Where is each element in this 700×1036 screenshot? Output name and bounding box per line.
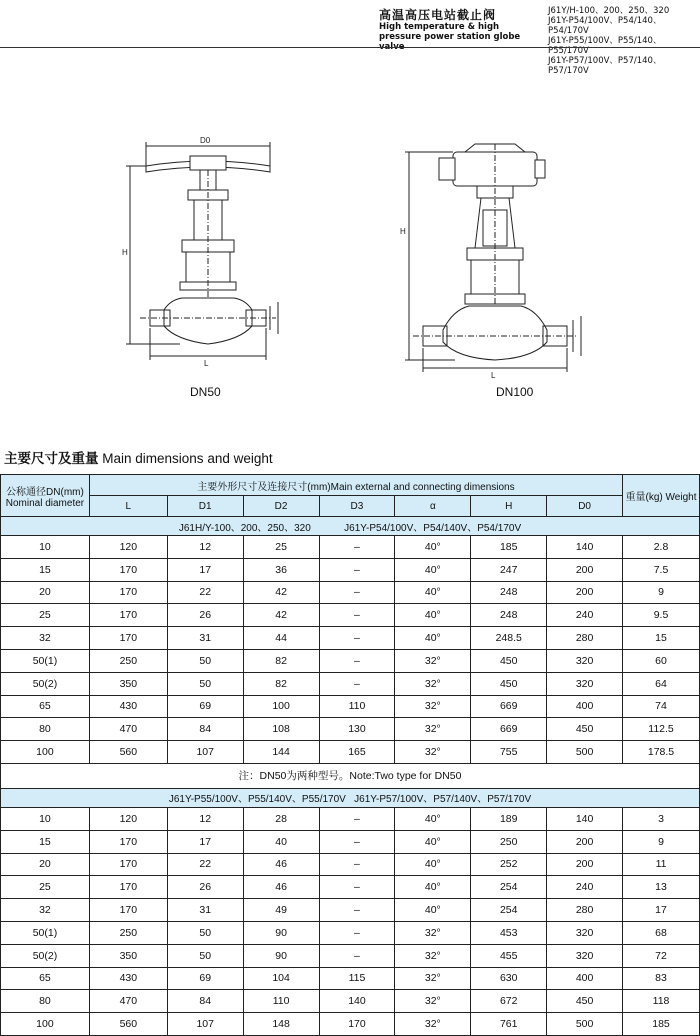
table-cell: 9.5 (623, 604, 700, 627)
h-label: H (400, 227, 406, 236)
table-row (1, 695, 700, 718)
table-cell: 248 (471, 604, 547, 627)
table-cell: 15 (623, 627, 700, 650)
table-cell: 26 (167, 876, 243, 899)
weight-header: 重量(kg) Weight (623, 475, 700, 517)
table-cell: 761 (471, 1013, 547, 1036)
model-list (548, 6, 700, 76)
table-cell: 74 (623, 695, 700, 718)
table-cell: 32° (395, 921, 471, 944)
table-cell: 247 (471, 558, 547, 581)
table-cell: 250 (89, 921, 167, 944)
table-cell: 120 (89, 536, 167, 559)
table-cell: 100 (243, 695, 319, 718)
table-cell: 50 (167, 921, 243, 944)
table-cell: 65 (1, 695, 90, 718)
table-cell: 22 (167, 853, 243, 876)
table-row (1, 672, 700, 695)
table-cell: 107 (167, 741, 243, 764)
table-cell: 50(1) (1, 921, 90, 944)
table-cell: 49 (243, 899, 319, 922)
table-cell: 455 (471, 944, 547, 967)
table-cell: – (319, 536, 395, 559)
model-line: J61Y-P55/100V、P55/140、P55/170V (548, 36, 662, 56)
table-cell: 470 (89, 990, 167, 1013)
table-cell: 32 (1, 899, 90, 922)
table-cell: 280 (547, 899, 623, 922)
table-cell: 170 (89, 627, 167, 650)
table-cell: 32° (395, 649, 471, 672)
table-row (1, 741, 700, 764)
table-cell: 20 (1, 853, 90, 876)
table-cell: 40° (395, 558, 471, 581)
table-cell: 31 (167, 899, 243, 922)
table-row (1, 921, 700, 944)
table-cell: 400 (547, 967, 623, 990)
table-cell: 25 (1, 604, 90, 627)
table-cell: 80 (1, 990, 90, 1013)
l-label: L (491, 371, 496, 380)
table-cell: 13 (623, 876, 700, 899)
table-cell: 32° (395, 990, 471, 1013)
table-cell: 60 (623, 649, 700, 672)
table-cell: 40° (395, 830, 471, 853)
table-cell: 107 (167, 1013, 243, 1036)
table-cell: – (319, 853, 395, 876)
model-line: J61Y/H-100、200、250、320 (548, 6, 670, 16)
table-cell: 40 (243, 830, 319, 853)
table-cell: 148 (243, 1013, 319, 1036)
table-cell: – (319, 944, 395, 967)
table-cell: – (319, 899, 395, 922)
l-label: L (204, 359, 209, 368)
table-cell: 320 (547, 921, 623, 944)
table-cell: 68 (623, 921, 700, 944)
table-cell: 140 (547, 807, 623, 830)
table-cell: 65 (1, 967, 90, 990)
table-cell: 200 (547, 581, 623, 604)
table-cell: 170 (89, 581, 167, 604)
table-cell: 170 (89, 830, 167, 853)
table-cell: 32 (1, 627, 90, 650)
table-cell: 31 (167, 627, 243, 650)
table-cell: 2.8 (623, 536, 700, 559)
table-cell: – (319, 558, 395, 581)
catalog-title-cn: 高温高压电站截止阀 (379, 8, 497, 22)
table-cell: 165 (319, 741, 395, 764)
table-cell: 254 (471, 876, 547, 899)
table-cell: 254 (471, 899, 547, 922)
table-cell: 40° (395, 581, 471, 604)
table-cell: 350 (89, 944, 167, 967)
table-cell: 50 (167, 649, 243, 672)
table-cell: 20 (1, 581, 90, 604)
table-row (1, 581, 700, 604)
table-cell: 450 (547, 990, 623, 1013)
dn50-valve-drawing (120, 130, 300, 370)
table-cell: 450 (547, 718, 623, 741)
table-row (1, 536, 700, 559)
table-cell: 28 (243, 807, 319, 830)
dimensions-header: 主要外形尺寸及连接尺寸(mm)Main external and connecting dimensions (89, 475, 622, 496)
table-cell: 672 (471, 990, 547, 1013)
table-cell: 32° (395, 741, 471, 764)
table-cell: 72 (623, 944, 700, 967)
table-cell: 350 (89, 672, 167, 695)
table-row (1, 830, 700, 853)
table-cell: 170 (319, 1013, 395, 1036)
table-cell: 10 (1, 536, 90, 559)
table-cell: 252 (471, 853, 547, 876)
table-cell: – (319, 921, 395, 944)
column-header: L (89, 496, 167, 517)
table-cell: 104 (243, 967, 319, 990)
section-title-cn: 主要尺寸及重量 (4, 451, 99, 467)
table-cell: 144 (243, 741, 319, 764)
group-2-header: J61Y-P55/100V、P55/140V、P55/170V J61Y-P57/100V、P57/140V、P57/170V (1, 788, 700, 807)
table-cell: 25 (243, 536, 319, 559)
table-cell: 170 (89, 604, 167, 627)
table-cell: 200 (547, 853, 623, 876)
table-cell: 450 (471, 649, 547, 672)
h-label: H (122, 248, 128, 257)
table-cell: 9 (623, 830, 700, 853)
table-cell: 40° (395, 627, 471, 650)
table-cell: 450 (471, 672, 547, 695)
table-row (1, 604, 700, 627)
table-cell: 12 (167, 807, 243, 830)
table-cell: 17 (167, 558, 243, 581)
table-cell: 40° (395, 876, 471, 899)
group-1-header: J61H/Y-100、200、250、320 J61Y-P54/100V、P54/140V、P54/170V (1, 517, 700, 536)
table-cell: 80 (1, 718, 90, 741)
column-header: D3 (319, 496, 395, 517)
table-cell: 15 (1, 830, 90, 853)
table-cell: 36 (243, 558, 319, 581)
table-cell: 40° (395, 536, 471, 559)
table-cell: 82 (243, 672, 319, 695)
table-cell: 32° (395, 1013, 471, 1036)
catalog-title-en: High temperature & high pressure power station globe valve (379, 22, 521, 52)
table-cell: 200 (547, 558, 623, 581)
table-cell: 40° (395, 899, 471, 922)
table-cell: 84 (167, 718, 243, 741)
table-cell: 170 (89, 876, 167, 899)
table-cell: 46 (243, 876, 319, 899)
d0-label: D0 (200, 136, 211, 145)
table-cell: 90 (243, 944, 319, 967)
table-cell: – (319, 807, 395, 830)
table-cell: 42 (243, 604, 319, 627)
table-cell: 69 (167, 695, 243, 718)
table-cell: 500 (547, 1013, 623, 1036)
table-cell: 17 (623, 899, 700, 922)
dn50-caption: DN50 (190, 385, 221, 399)
table-cell: 82 (243, 649, 319, 672)
table-cell: 630 (471, 967, 547, 990)
table-cell: 185 (623, 1013, 700, 1036)
table-cell: 560 (89, 1013, 167, 1036)
column-header: D0 (547, 496, 623, 517)
table-note: 注：DN50为两种型号。Note:Two type for DN50 (1, 763, 700, 788)
table-row (1, 944, 700, 967)
table-cell: 50 (167, 944, 243, 967)
table-cell: 560 (89, 741, 167, 764)
table-cell: 84 (167, 990, 243, 1013)
table-cell: 50(2) (1, 944, 90, 967)
table-cell: 248 (471, 581, 547, 604)
header-divider (0, 47, 700, 48)
dimensions-table (0, 474, 700, 1036)
table-row (1, 649, 700, 672)
table-cell: 3 (623, 807, 700, 830)
table-cell: 90 (243, 921, 319, 944)
table-cell: 26 (167, 604, 243, 627)
table-cell: 64 (623, 672, 700, 695)
table-cell: 200 (547, 830, 623, 853)
table-cell: 400 (547, 695, 623, 718)
table-row (1, 899, 700, 922)
table-cell: 83 (623, 967, 700, 990)
table-row (1, 807, 700, 830)
table-cell: 46 (243, 853, 319, 876)
table-row (1, 990, 700, 1013)
table-cell: 755 (471, 741, 547, 764)
table-cell: 500 (547, 741, 623, 764)
table-cell: – (319, 876, 395, 899)
table-cell: – (319, 581, 395, 604)
table-cell: 140 (319, 990, 395, 1013)
table-cell: 9 (623, 581, 700, 604)
section-title (4, 447, 273, 467)
table-cell: 669 (471, 695, 547, 718)
table-cell: 10 (1, 807, 90, 830)
table-row (1, 967, 700, 990)
table-cell: 320 (547, 649, 623, 672)
table-cell: – (319, 604, 395, 627)
table-note-row (1, 763, 700, 788)
table-cell: 32° (395, 944, 471, 967)
table-cell: – (319, 627, 395, 650)
table-cell: 32° (395, 967, 471, 990)
table-cell: 170 (89, 558, 167, 581)
table-cell: 50 (167, 672, 243, 695)
table-cell: 250 (471, 830, 547, 853)
table-cell: 240 (547, 876, 623, 899)
table-row (1, 853, 700, 876)
model-line: J61Y-P54/100V、P54/140、P54/170V (548, 16, 662, 36)
table-cell: 40° (395, 853, 471, 876)
table-cell: 44 (243, 627, 319, 650)
table-cell: 178.5 (623, 741, 700, 764)
table-cell: 130 (319, 718, 395, 741)
table-cell: 100 (1, 1013, 90, 1036)
table-cell: 170 (89, 899, 167, 922)
group-2-row (1, 788, 700, 807)
table-cell: 7.5 (623, 558, 700, 581)
column-header: α (395, 496, 471, 517)
table-cell: 15 (1, 558, 90, 581)
table-cell: 108 (243, 718, 319, 741)
column-header: D2 (243, 496, 319, 517)
table-cell: 115 (319, 967, 395, 990)
table-row (1, 1013, 700, 1036)
dn100-caption: DN100 (496, 385, 534, 399)
table-row (1, 718, 700, 741)
table-cell: 453 (471, 921, 547, 944)
table-cell: 120 (89, 807, 167, 830)
table-cell: – (319, 830, 395, 853)
dn100-valve-drawing (395, 130, 605, 380)
table-cell: – (319, 672, 395, 695)
table-cell: 12 (167, 536, 243, 559)
table-cell: 40° (395, 604, 471, 627)
table-cell: 248.5 (471, 627, 547, 650)
table-cell: 430 (89, 695, 167, 718)
table-cell: 25 (1, 876, 90, 899)
table-cell: 280 (547, 627, 623, 650)
column-header: D1 (167, 496, 243, 517)
table-cell: 110 (243, 990, 319, 1013)
model-line: J61Y-P57/100V、P57/140、P57/170V (548, 56, 662, 76)
table-cell: 32° (395, 672, 471, 695)
table-cell: 320 (547, 672, 623, 695)
table-cell: 50(1) (1, 649, 90, 672)
table-row (1, 627, 700, 650)
table-cell: 40° (395, 807, 471, 830)
table-row (1, 876, 700, 899)
table-cell: 11 (623, 853, 700, 876)
table-row (1, 558, 700, 581)
column-header: H (471, 496, 547, 517)
table-cell: 189 (471, 807, 547, 830)
table-cell: 250 (89, 649, 167, 672)
table-cell: – (319, 649, 395, 672)
table-cell: 17 (167, 830, 243, 853)
table-cell: 22 (167, 581, 243, 604)
table-cell: 185 (471, 536, 547, 559)
table-cell: 170 (89, 853, 167, 876)
table-cell: 32° (395, 718, 471, 741)
table-cell: 110 (319, 695, 395, 718)
table-cell: 118 (623, 990, 700, 1013)
table-cell: 240 (547, 604, 623, 627)
table-cell: 69 (167, 967, 243, 990)
table-cell: 50(2) (1, 672, 90, 695)
table-cell: 140 (547, 536, 623, 559)
table-cell: 100 (1, 741, 90, 764)
table-cell: 470 (89, 718, 167, 741)
table-cell: 32° (395, 695, 471, 718)
section-title-en: Main dimensions and weight (102, 451, 273, 466)
table-cell: 669 (471, 718, 547, 741)
table-cell: 42 (243, 581, 319, 604)
table-cell: 430 (89, 967, 167, 990)
table-cell: 320 (547, 944, 623, 967)
nominal-diameter-header: 公称通径DN(mm) Nominal diameter (1, 475, 90, 517)
table-cell: 112.5 (623, 718, 700, 741)
